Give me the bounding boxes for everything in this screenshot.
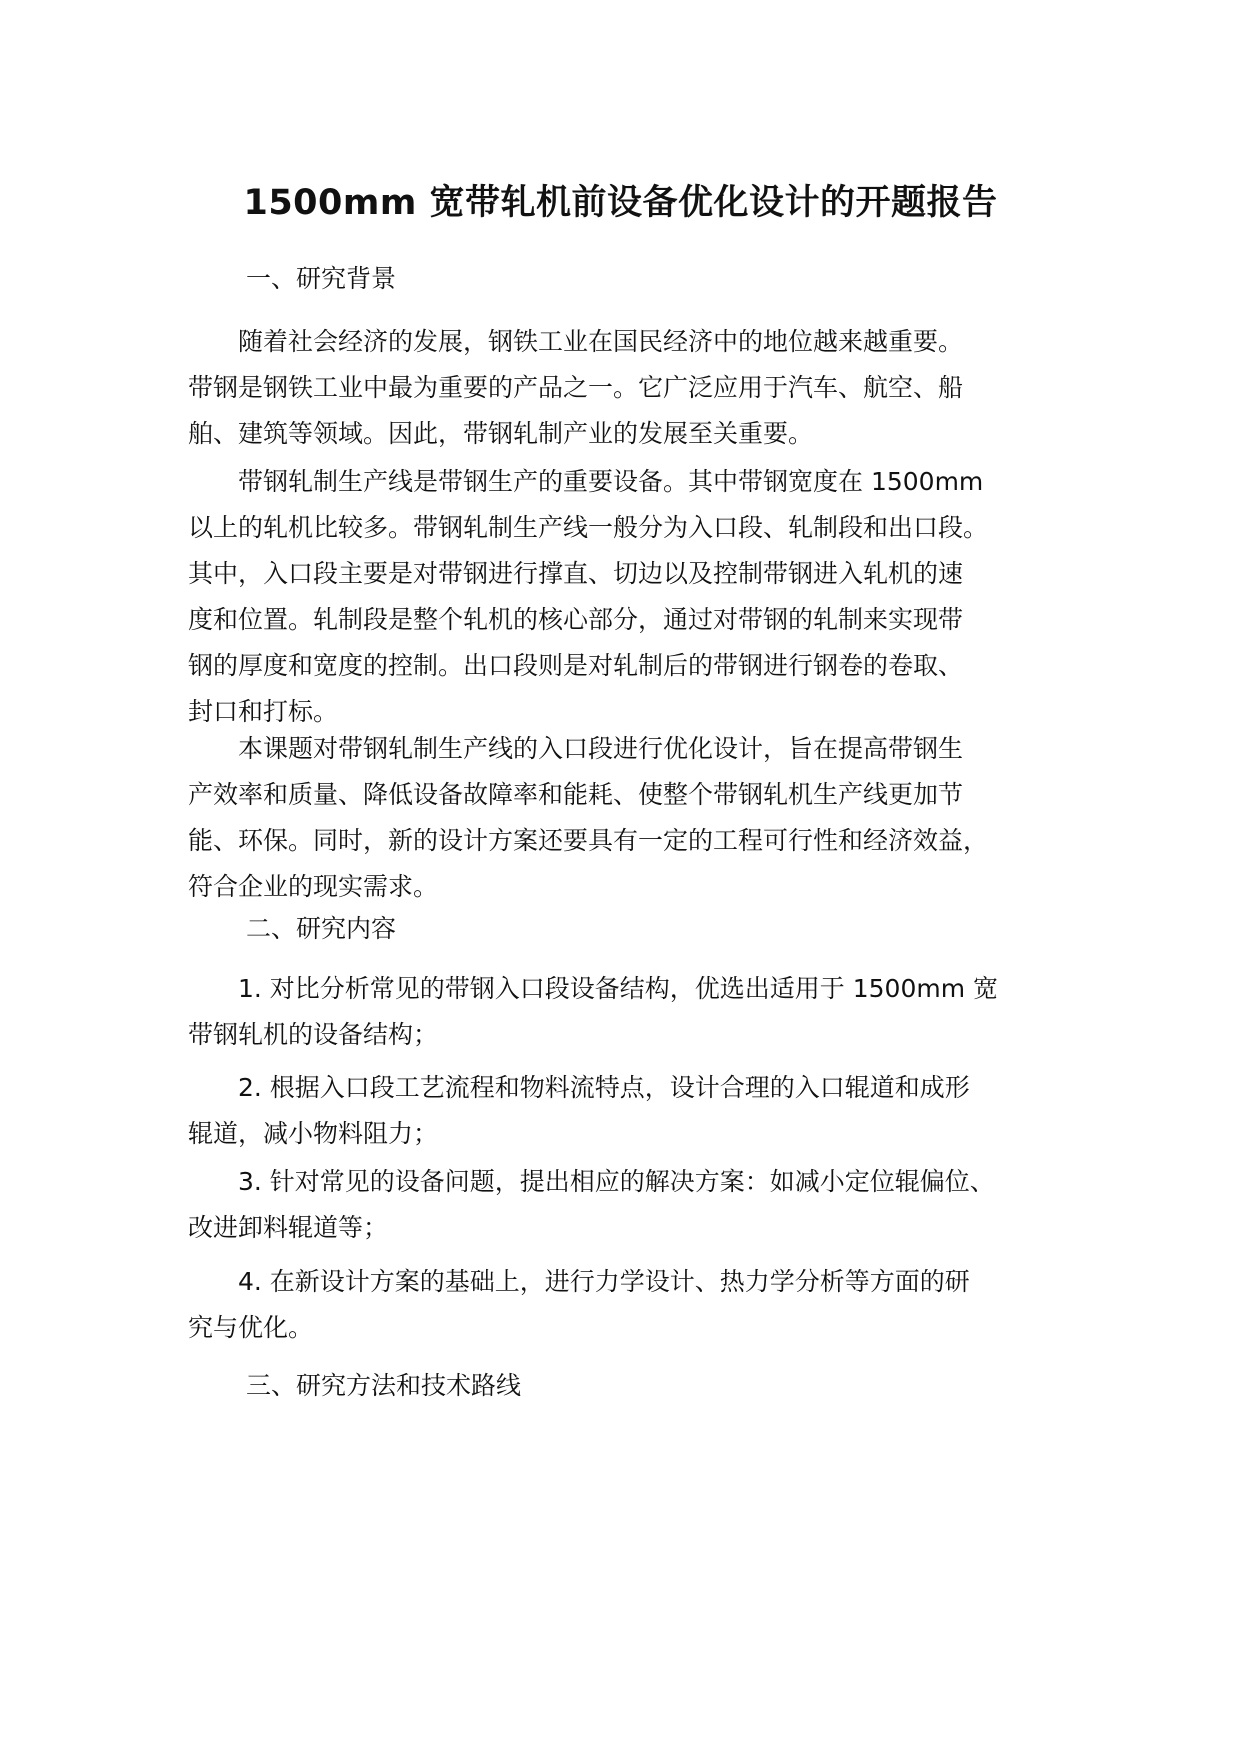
- document-title: 1500mm 宽带轧机前设备优化设计的开题报告: [243, 183, 998, 223]
- paragraph-background-2: 带钢轧制生产线是带钢生产的重要设备。其中带钢宽度在 1500mm 以上的轧机比较多。带钢轧制生产线一般分为入口段、轧制段和出口段。 其中，入口段主要是对带钢进行撑直、切边以及控制带钢进入轧机的速 度和位置。轧制段是整个轧机的核心部分，通过对带钢的轧制来实现带 钢的厚度和宽度的控制。出口段则是对轧制后的带钢进行钢卷的卷取、 封口和打标。: [188, 467, 989, 726]
- paragraph-background-1: 随着社会经济的发展，钢铁工业在国民经济中的地位越来越重要。 带钢是钢铁工业中最为重要的产品之一。它广泛应用于汽车、航空、船 舶、建筑等领域。因此，带钢轧制产业的发展至关重要。: [188, 327, 964, 448]
- content-item-1: 1. 对比分析常见的带钢入口段设备结构，优选出适用于 1500mm 宽 带钢轧机的设备结构；: [188, 974, 999, 1049]
- section-heading-background: 一、研究背景: [246, 264, 397, 293]
- content-item-3: 3. 针对常见的设备问题，提出相应的解决方案：如减小定位辊偏位、 改进卸料辊道等；: [188, 1167, 995, 1242]
- section-heading-methods: 三、研究方法和技术路线: [246, 1371, 522, 1400]
- content-item-4: 4. 在新设计方案的基础上，进行力学设计、热力学分析等方面的研 究与优化。: [188, 1267, 970, 1342]
- paragraph-background-3: 本课题对带钢轧制生产线的入口段进行优化设计，旨在提高带钢生 产效率和质量、降低设备故障率和能耗、使整个带钢轧机生产线更加节 能、环保。同时，新的设计方案还要具有一定的工程可行性和经济效益， 符合企业的现实需求。: [188, 734, 989, 901]
- content-item-2: 2. 根据入口段工艺流程和物料流特点，设计合理的入口辊道和成形 辊道，减小物料阻力；: [188, 1073, 970, 1148]
- section-heading-content: 二、研究内容: [246, 914, 397, 943]
